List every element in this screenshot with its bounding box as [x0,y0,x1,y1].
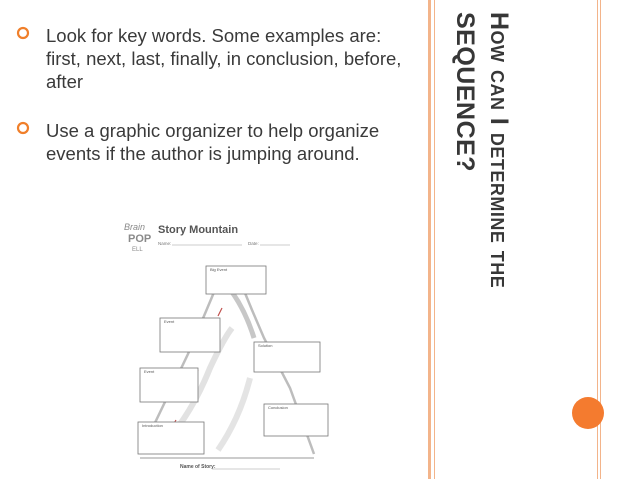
organizer-title: Story Mountain [158,224,239,236]
logo-text: POP [128,233,152,245]
circle-bullet-icon [16,121,30,135]
brainpop-logo [124,222,151,253]
event-label: Event [164,319,175,324]
bullet-item [16,119,416,165]
slide-title-container [440,12,516,462]
solution-label: Solution [258,343,273,348]
event-label: Event [144,369,155,374]
date-label: Date: [248,241,259,246]
footer-label: Name of Story: [180,464,216,470]
introduction-label: Introduction [142,423,163,428]
conclusion-label: Conclusion [268,405,288,410]
bullet-text: Look for key words. Some examples are: first, next, last, finally, in conclusion, before, after [46,25,402,92]
big-event-label: Big Event [210,267,228,272]
bullet-item [16,24,416,93]
bullet-list [16,24,416,191]
logo-text: ELL [132,247,143,253]
slide-title-line: How can I determine the [485,12,513,289]
name-label: Name: [158,241,172,246]
accent-dot [572,397,604,429]
circle-bullet-icon [16,26,30,40]
divider-line [428,0,431,479]
logo-text: Brain [124,222,146,232]
story-mountain-image [100,218,348,476]
bullet-text: Use a graphic organizer to help organize events if the author is jumping around. [46,120,380,164]
slide-title-line: SEQUENCE? [451,12,479,173]
slide-title [440,12,516,462]
divider-line [434,0,435,479]
